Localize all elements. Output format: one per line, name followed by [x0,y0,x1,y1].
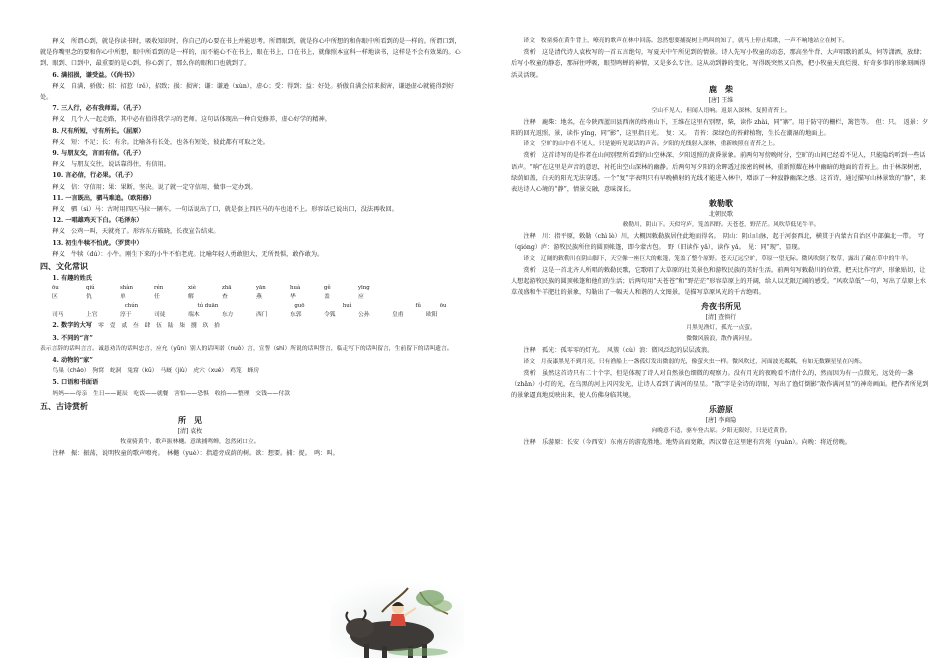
surname: 应 [358,294,364,301]
surname: 区 [52,294,58,301]
pinyin: tú duān [197,303,219,310]
pinyin: guō [294,303,305,310]
pinyin [319,302,343,310]
item-7-explain: 释义 几个人一起走路，其中必有值得我学习的老师。这句话体现出一种自觉修养，虚心好学的精神。 [52,116,331,124]
pinyin [76,302,100,310]
poem-4-note: 注释 孤光：孤零零的灯光。 风簇（cù）浪：微风泛起的层层波浪。 [523,347,714,355]
item-13-explain: 释义 牛犊（dú）：小牛。刚生下来的小牛不怕老虎。比喻年轻人勇敢胆大，无所畏惧，敢作敢为。 [52,250,324,258]
pinyin: yān [256,285,266,292]
ox-rider-illustration-icon [330,578,464,658]
pinyin: ōu [439,303,447,310]
item-10-title: 10. 言必信，行必果。（孔子） [52,172,137,180]
poem-1-translation: 译文 牧童骑在黄牛背上，嘹亮的歌声在林中回荡。忽然想要捕捉树上鸣叫的知了，就马上停止唱歌，一声不响地站立在树下。 [523,38,849,44]
compound-surname: 淳于 [120,312,132,319]
compound-surname: 端木 [188,312,200,319]
pinyin: rén [154,285,164,292]
poem-1-author: [清] 袁枚 [177,428,203,436]
pinyin [391,302,415,310]
poem-1-title: 所 见 [178,415,202,426]
compound-surname: 西门 [256,312,268,319]
poem-5-text: 向晚意不适，驱车登古原。夕阳无限好，只是近黄昏。 [651,428,791,435]
poem-4-translation: 译文 月夜漆黑见不到月亮，只有渔船上一盏孤灯发出微弱的光，像萤火虫一样。微风吹过，河面波光粼粼，有如无数颗星星在闪烁。 [523,358,866,365]
poem-4-title: 舟夜书所见 [701,301,741,312]
surname-row-2 [40,310,464,320]
surname: 盖 [324,294,330,301]
surname: 华 [290,294,296,301]
section-5-heading: 五、古诗赏析 [40,400,88,411]
compound-surname: 令狐 [324,312,336,319]
poem-5-title: 乐游原 [709,404,733,415]
section-4-heading: 四、文化常识 [40,261,88,272]
poem-3-appreciation: 赏析 这是一首北齐人所唱的敕勒民歌，它歌唱了大草原的壮美景色和游牧民族的美好生活。前两句写敕勒川的位置，把天比作穹庐，形象贴切，让人想起游牧民族的圆顶帐篷和他们的生活；后两句用“天苍苍”和“野茫茫”形容草原上的开阔，给人以无限辽阔的感受。“风吹草低”一句，写出了草原上水草茂盛和牛羊肥壮的景象，勾勒出了一幅天人和谐的人文图景，是描写草原风光的千古绝唱。 [511,266,926,297]
pinyin: gě [324,285,331,292]
pinyin [100,302,124,310]
surname: 查 [222,294,228,301]
yan-text: 表示言辞的话叫言言。诚恳劝告的话叫忠言，应允（yǔn）别人的话叫诺（nuò）言，宣誓（shì）所说的话叫誓言，临走写下的话叫留言，生前留下的话叫遗言。 [40,345,453,352]
poem-3-text: 敕勒川，阴山下。天似穹庐，笼盖四野。天苍苍，野茫茫。风吹草低见牛羊。 [622,222,820,229]
item-11-explain: 释义 驷（sì）马：古时用四匹马拉一辆车。一句话说出了口，就是套上四匹马的车也追不上。形容话已说出口，没法再收回。 [52,206,398,214]
item-6-title: 6. 满招损，谦受益。（《尚书》） [52,71,139,79]
poem-1-text: 牧童骑黄牛，歌声振林樾。意欲捕鸣蝉，忽然闭口立。 [120,439,260,446]
pinyin: chún [124,303,139,310]
surname-pinyin-row-1 [40,284,464,292]
pinyin: huì [342,303,352,310]
poem-2-note: 注释 鹿柴：地名，在今陕西蓝田县西南的终南山下，王维在这里有别墅，柴，读作 zhài，同“寨”。用于防守的栅栏，篱笆等。 但：只。 返景：夕阳的回光返照，景，读作 yǐng，同“影”，这里指日光。 复：又。 青苔：深绿色的苔藓植物，生长在潮湿的地面上。 [511,118,929,138]
compound-surname: 公孙 [358,312,370,319]
surname: 任 [154,294,160,301]
item-12-explain: 释义 公鸡一叫，天就亮了。形容东方破晓，长夜宣告结束。 [52,228,220,236]
left-column [40,36,464,459]
poem-3-note: 注释 川：指平原，敕勒（chì lè）川，大概因敕勒族居住此地而得名。 阴山：阴山山脉，起于河套西北，横贯于内蒙古自治区中部偏北一带。 穹（qióng）庐：游牧民族所住的圆顶帐篷，即今蒙古包。 野（旧读作 yǎ），读作 yǎ。 见：同“现”，显现。 [511,233,925,252]
compound-surname: 皇甫 [392,312,404,319]
surname-pinyin-row-2 [40,302,464,310]
poem-3-translation: 译文 辽阔的敕勒川在阴山脚下，天空像一座巨大的帐篷，笼盖了整个原野。苍天辽远空旷，草原一望无际。微风吹倒了牧草，露出了藏在草中的牛羊。 [523,255,912,262]
item-9-explain: 释义 与朋友交往，说话靠得住，有信用。 [52,161,170,169]
poem-2-title: 鹿 柴 [709,83,733,94]
animal-home-list: 鸟巢（cháo） 狗窝 蛇洞 兔窟（kū） 马厩（jiù） 虎穴（xué） 鸡笼 蜂房 [52,368,260,375]
right-column [511,36,931,449]
surname: 单 [120,294,126,301]
pinyin [52,302,76,310]
poem-4-appreciation: 赏析 虽然这首诗只有二十个字，但是体现了诗人对自然景色细微的观察力。没有月光的夜晚看不清什么的，然而因为有一点微光，远处的一盏（zhǎn）小灯的光，在乌黑的河上闪闪发光，让诗人看到了满河的星星。“散”字是全诗的诗眼，写出了渔灯倒影“散作满河星”的神奇画面。把作者所见到的景象逼真地反映出来，使人仿佛身临其境。 [511,369,929,400]
pinyin: shàn [120,285,133,292]
pinyin: qiú [86,285,95,292]
poem-3-author: 北朝民歌 [708,211,733,219]
poem-4-author: [清] 查慎行 [705,314,737,322]
pinyin [367,302,391,310]
poem-2-author: [唐] 王维 [708,96,734,104]
pinyin: huà [290,285,301,292]
item-8-explain: 释义 短：不足；长：有余。比喻各有长处，也各有短处，彼此都有可取之处。 [52,138,269,146]
compound-surname: 司徒 [154,312,166,319]
item-9-title: 9. 与朋友交，言而有信。（孔子） [52,150,145,158]
pinyin [246,302,270,310]
pinyin: zhā [222,285,232,292]
surname: 解 [188,294,194,301]
pinyin: xiè [188,285,196,292]
poem-2-text: 空山不见人，但闻人语响。返景入深林，复照青苔上。 [651,107,791,114]
compound-surname: 欧阳 [426,312,438,319]
poem-2-appreciation: 赏析 这首诗写的是作者在山间别墅所看到的山空林深、夕阳返照的黄昏景象。前两句写傍晚时分，空旷的山间已经看不见人，只能隐约听到一些话语声。“响”在这里是声音的意思，衬托出空山深林的幽静。后两句写夕阳的余晖透过浓密的树林，重新照耀在林中幽暗的地面的青苔上。由于林深树密，绿荫如盖，白天的阳光无法穿透。一个“复”字表明只有早晚横射的光线才能进入林中，增添了一种寂静幽深之感。这首诗，通过描写山林景致的“静”，来表达诗人心境的“静”，情景交融，意味深长。 [511,152,926,194]
surname-row-1 [40,292,464,302]
pinyin: ōu [52,285,59,292]
compound-surname: 上官 [86,312,98,319]
pinyin [270,302,294,310]
item-11-title: 11. 一言既出，驷马难追。（欧阳修） [52,194,156,202]
poem-1-block [40,415,340,459]
item-8-title: 8. 尺有所短，寸有所长。（屈原） [52,127,145,135]
compound-surname: 东郭 [290,312,302,319]
poem-1-note: 注释 振：振荡，说明牧童的歌声嘹亮。 林樾（yuè）：指道旁成荫的树。欲：想要。捕：捉。 鸣：叫。 [52,450,339,458]
compound-surname: 司马 [52,312,64,319]
poem-3-title: 敕勒歌 [709,198,733,209]
pinyin: fǔ [415,303,421,310]
animal-home-heading: 4. 动物的“家” [52,357,93,365]
surname: 仇 [86,294,92,301]
item-10-explain: 释义 信：守信用；果：果断，坚决。说了就一定守信用，做事一定办到。 [52,183,257,191]
pinyin: yīng [358,285,370,292]
pinyin [173,302,197,310]
item-12-title: 12. 一唱雄鸡天下白。（毛泽东） [52,217,143,225]
oral-written-list: 妈妈——母亲 生日——诞辰 吃饭——就餐 害怕——恐惧 收拾——整理 交钱——付款 [52,390,291,397]
item-6-explain: 释义 自满，骄傲；招：招惹（rě），招致；损：损害；谦：谦逊（xùn），虚心；受：得到；益：好处。骄傲自满会招来损害，谦逊虚心就能得到好处。 [40,82,455,102]
poem-4-text-line-2: 微微风簇浪，散作满河星。 [686,336,756,343]
item-13-title: 13. 初生牛犊不怕虎。（罗贯中） [52,239,143,247]
item-7-title: 7. 三人行，必有我师焉。（孔子） [52,105,145,113]
yan-heading: 3. 不同的“言” [52,334,93,342]
poem-4-text-line-1: 月黑见渔灯，孤光一点萤。 [686,325,756,332]
compound-surname: 东方 [222,312,234,319]
surname-heading: 1. 有趣的姓氏 [52,275,92,283]
numbers-heading: 2. 数字的大写 [52,322,92,330]
oral-written-heading: 5. 口语和书面语 [52,379,99,387]
pinyin [149,302,173,310]
poem-2-translation: 译文 空旷的山中看不见人，只是能听见说话的声音。夕阳的光线射入深林，重新映照在青苔之上。 [523,141,779,148]
poem-1-appreciation: 赏析 这是清代诗人袁枚写的一首五言绝句，写夏天中午所见到的情景。诗人先写小牧童的动态，那高坐牛背、大声唱歌的派头，何等潇洒，放肆；后写小牧童的静态，那屏住呼吸，眼望鸣蝉的神情，又是多么专注。这从动到静的变化，写得既突然又自然，把小牧童天真烂漫、好奇多事的形象刻画得活灵活现。 [511,49,926,79]
surname: 燕 [256,294,262,301]
numbers-list: 零 壹 贰 叁 肆 伍 陆 柒 捌 玖 拾 [98,323,220,330]
poem-5-author: [唐] 李商隐 [705,417,737,425]
poem-5-note: 注释 乐游原：长安（今西安）东南方的游览胜地。地势高而宽敞，西汉曾在这里建有宫苑（yuàn）。向晚：将近傍晚。 [523,439,852,447]
xindao-explain: 释义 所谓心到，就是你读书时，吸收知识时，你自己的心要在书上并能思考。所谓眼到，就是你心中所想的和你眼中所看到的是一样的。所谓口到，就是你嘴里念的要和你心中所想，眼中所看到的是一样的，而不能心不在书上，眼在书上，口在书上，就像照本宣科一样地读书，这样是不会有效果的。心到、眼到、口到中，最重要的是心到，你心到了，那么你的眼和口也就到了。 [40,38,461,68]
